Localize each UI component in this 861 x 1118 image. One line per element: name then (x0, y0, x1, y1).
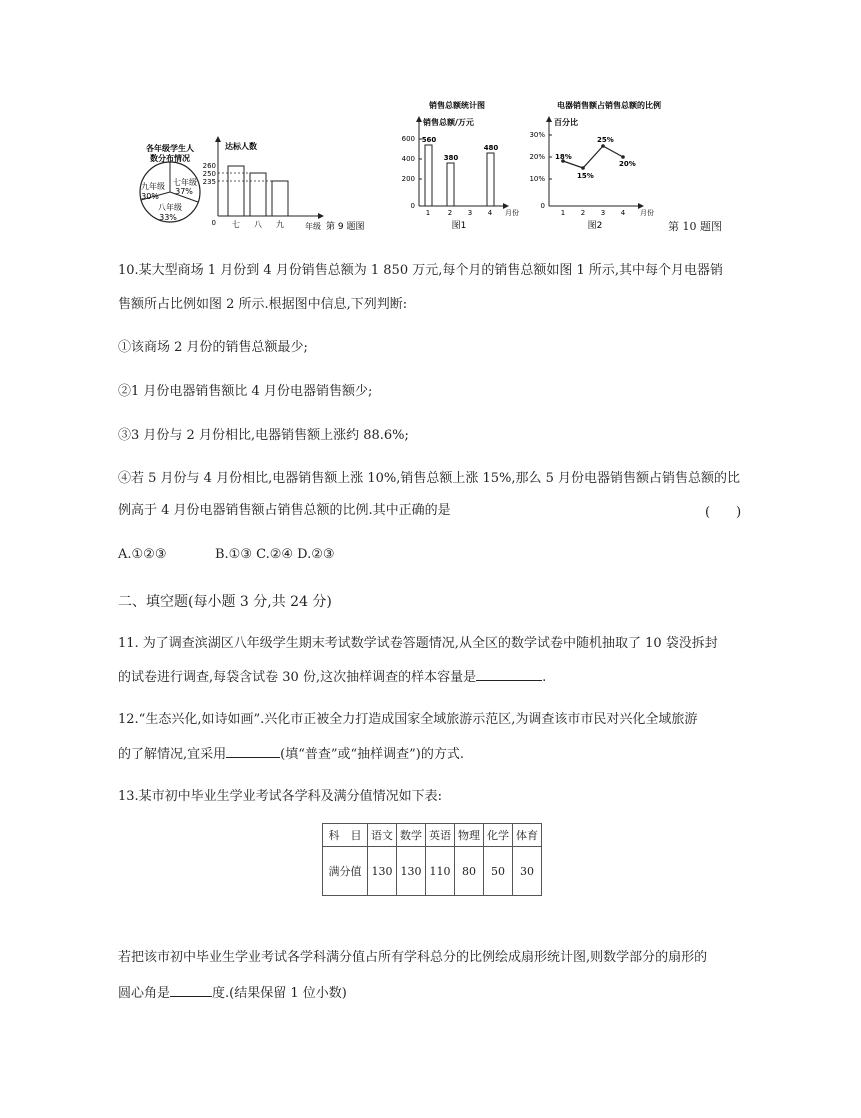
bar-xtick-9: 九 (276, 220, 284, 229)
chart1-y-arrow (416, 116, 422, 122)
chart1-ylabel: 销售总额/万元 (423, 118, 474, 127)
table-header-label: 科 目 (323, 824, 368, 847)
q11-answer-blank[interactable] (476, 666, 542, 681)
figure-9 (130, 130, 390, 240)
chart1-title: 销售总额统计图 (429, 101, 485, 110)
table-score-chinese: 130 (368, 847, 397, 896)
table-subject-chinese: 语文 (368, 824, 397, 847)
chart2-point-4 (621, 155, 625, 159)
pie-slice-pct-7: 37% (175, 187, 193, 196)
chart2-ylabel: 百分比 (554, 118, 578, 127)
chart2-name: 图2 (587, 221, 603, 231)
table-score-english: 110 (426, 847, 455, 896)
bar-xlabel: 年级 (305, 222, 321, 231)
q13-line2-text-b: 度.(结果保留 1 位小数) (212, 986, 347, 1001)
bar-ytick-250: 250 (202, 170, 216, 178)
chart2-label-1: 18% (555, 153, 572, 161)
table-subject-physics: 物理 (455, 824, 484, 847)
table-subject-math: 数学 (397, 824, 426, 847)
bar-origin: 0 (211, 219, 216, 227)
q13-intro: 13.某市初中毕业生学业考试各学科及满分值情况如下表: (118, 789, 443, 804)
pie-slice-pct-8: 33% (159, 213, 177, 222)
chart1-label-2: 380 (443, 154, 459, 162)
chart1-ytick-600: 600 (401, 135, 415, 143)
chart2-xlabel: 月份 (640, 209, 654, 217)
chart1-name: 图1 (451, 221, 467, 231)
table-subject-pe: 体育 (513, 824, 542, 847)
q10-choices-bcd: B.①③ C.②④ D.②③ (215, 547, 335, 562)
chart2-label-4: 20% (619, 160, 636, 168)
q12-line2-text-a: 的了解情况,宜采用 (118, 747, 227, 762)
bar-ytick-235: 235 (202, 178, 216, 186)
bar-x-arrow (318, 213, 324, 219)
table-subject-english: 英语 (426, 824, 455, 847)
q11-line2-end: . (542, 670, 547, 685)
pie-slice-label-9: 九年级 (141, 182, 165, 191)
pie-slice-label-8: 八年级 (158, 203, 182, 212)
q11-line1: 11. 为了调查滨湖区八年级学生期末考试数学试卷答题情况,从全区的数学试卷中随机抽取了 10 袋没拆封 (118, 636, 718, 651)
chart2-ytick-20: 20% (529, 153, 545, 161)
bar-xtick-7: 七 (232, 220, 240, 229)
bar-grade-9 (272, 181, 288, 216)
figure-10-chart1 (395, 98, 535, 238)
chart1-bar-2 (447, 163, 454, 206)
bar-ylabel: 达标人数 (225, 142, 257, 151)
chart2-xtick-1: 1 (560, 209, 566, 217)
table-score-physics: 80 (455, 847, 484, 896)
q13-line1: 若把该市初中毕业生学业考试各学科满分值占所有学科总分的比例绘成扇形统计图,则数学部分的扇形的 (118, 950, 708, 965)
chart2-line (563, 146, 623, 168)
table-score-math: 130 (397, 847, 426, 896)
bar-grade-8 (250, 173, 266, 216)
q10-statement-4b: 例高于 4 月份电器销售额占销售总额的比例.其中正确的是 (118, 503, 451, 518)
bar-grade-7 (228, 166, 244, 216)
bar-y-arrow (215, 136, 221, 142)
chart1-xtick-2: 2 (447, 209, 453, 217)
chart2-xtick-3: 3 (600, 209, 606, 217)
chart1-label-4: 480 (483, 144, 499, 152)
pie-slice-label-7: 七年级 (173, 178, 197, 187)
chart2-point-3 (601, 144, 605, 148)
chart2-point-2 (581, 166, 585, 170)
chart1-xtick-1: 1 (425, 209, 431, 217)
fig10-caption: 第 10 题图 (668, 220, 722, 233)
chart1-xtick-3: 3 (467, 209, 473, 217)
q13-line2-text-a: 圆心角是 (118, 986, 171, 1001)
q10-statement-3: ③3 月份与 2 月份相比,电器销售额上涨约 88.6%; (118, 428, 409, 443)
table-score-pe: 30 (513, 847, 542, 896)
chart1-ytick-0: 0 (410, 202, 415, 210)
chart2-xtick-2: 2 (580, 209, 586, 217)
table-subject-chemistry: 化学 (484, 824, 513, 847)
q12-line2-text-b: (填“普查”或“抽样调查”)的方式. (280, 747, 465, 762)
q10-line1: 10.某大型商场 1 月份到 4 月份销售总额为 1 850 万元,每个月的销售总额如图 1 所示,其中每个月电器销 (118, 263, 724, 278)
q13-score-table (322, 823, 542, 896)
bar-ytick-260: 260 (202, 162, 216, 170)
chart2-label-3: 25% (597, 136, 614, 144)
table-row-label: 满分值 (323, 847, 368, 896)
chart1-ytick-400: 400 (401, 155, 415, 163)
chart2-ytick-0: 0 (540, 202, 545, 210)
chart2-y-arrow (546, 116, 552, 122)
section-2-heading: 二、填空题(每小题 3 分,共 24 分) (118, 594, 332, 610)
chart1-bar-4 (487, 153, 494, 206)
pie-title-line1: 各年级学生人 (146, 144, 194, 153)
table-score-chemistry: 50 (484, 847, 513, 896)
q11-line2 (118, 666, 546, 688)
chart2-xtick-4: 4 (620, 209, 626, 217)
chart2-ytick-10: 10% (529, 175, 545, 183)
chart1-label-1: 560 (421, 136, 437, 144)
q10-statement-4a: ④若 5 月份与 4 月份相比,电器销售额上涨 10%,销售总额上涨 15%,那么 5 月份电器销售额占销售总额的比 (118, 471, 741, 486)
q10-choice-a: A.①②③ (118, 547, 167, 562)
q12-line1: 12.“生态兴化,如诗如画”.兴化市正被全力打造成国家全域旅游示范区,为调查该市市民对兴化全域旅游 (118, 712, 698, 727)
q12-line2 (118, 743, 464, 765)
table-row-subjects (323, 824, 542, 847)
fig9-caption: 第 9 题图 (326, 222, 365, 232)
q10-statement-1: ①该商场 2 月份的销售总额最少; (118, 340, 308, 355)
q10-answer-paren: ( ) (705, 505, 742, 520)
pie-title-line2: 数分布情况 (150, 154, 190, 163)
q11-line2-text: 的试卷进行调查,每袋含试卷 30 份,这次抽样调查的样本容量是 (118, 670, 477, 685)
chart1-xtick-4: 4 (487, 209, 493, 217)
chart2-label-2: 15% (577, 172, 594, 180)
pie-slice-pct-9: 30% (141, 192, 159, 201)
table-row-scores (323, 847, 542, 896)
chart1-bar-1 (425, 145, 432, 206)
chart2-ytick-30: 30% (529, 131, 545, 139)
chart1-xlabel: 月份 (505, 209, 519, 217)
chart2-title: 电器销售额占销售总额的比例 (557, 101, 661, 110)
bar-xtick-8: 八 (254, 220, 262, 229)
q10-line2: 售额所占比例如图 2 所示.根据图中信息,下列判断: (118, 297, 408, 312)
figure-10-chart2 (525, 98, 665, 238)
chart1-ytick-200: 200 (401, 175, 415, 183)
q12-answer-blank[interactable] (226, 743, 280, 758)
q13-answer-blank[interactable] (170, 982, 212, 997)
q10-statement-2: ②1 月份电器销售额比 4 月份电器销售额少; (118, 384, 373, 399)
q13-line2 (118, 982, 347, 1004)
